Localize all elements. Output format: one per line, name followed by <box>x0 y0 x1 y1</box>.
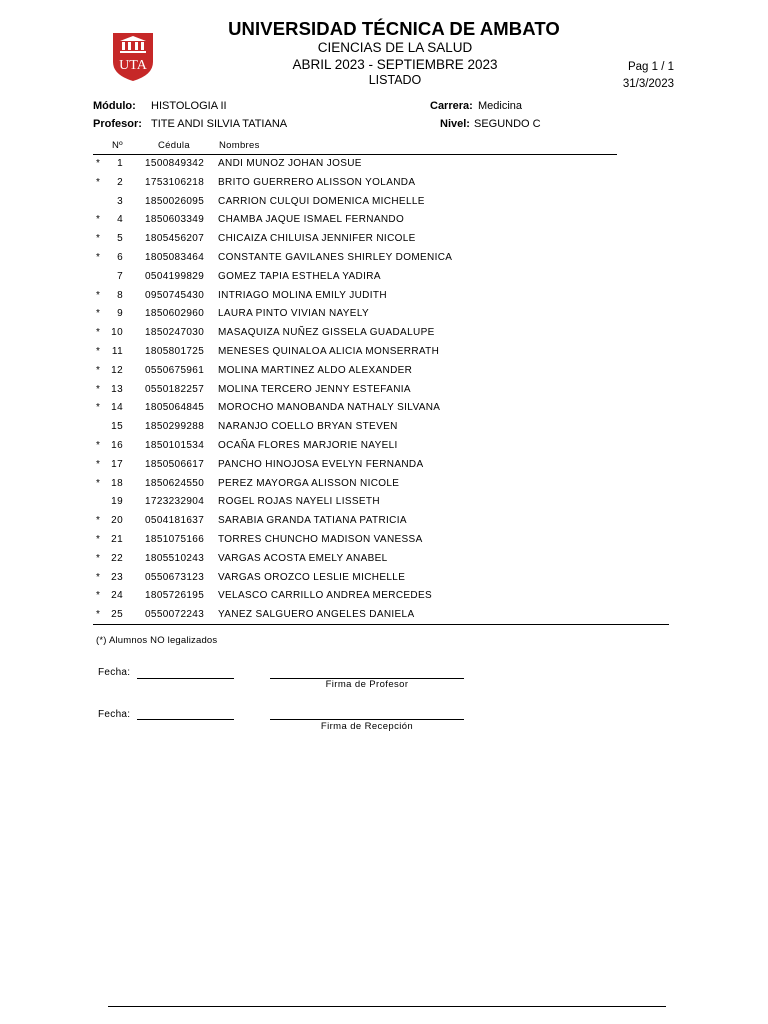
student-number: 21 <box>111 533 123 545</box>
student-name: SARABIA GRANDA TATIANA PATRICIA <box>218 515 407 527</box>
student-cedula: 0504199829 <box>145 270 205 282</box>
student-name: CARRION CULQUI DOMENICA MICHELLE <box>218 195 425 207</box>
student-cedula: 1723232904 <box>145 496 205 508</box>
student-name: CONSTANTE GAVILANES SHIRLEY DOMENICA <box>218 251 453 263</box>
not-legalized-mark: * <box>96 327 101 339</box>
student-cedula: 0504181637 <box>145 515 205 527</box>
table-row <box>0 381 768 400</box>
table-row <box>0 475 768 494</box>
not-legalized-mark: * <box>96 515 101 527</box>
table-row <box>0 305 768 324</box>
page-footer-rule <box>108 1006 666 1007</box>
document-date: 31/3/2023 <box>622 78 674 90</box>
not-legalized-mark: * <box>96 590 101 602</box>
student-name: ROGEL ROJAS NAYELI LISSETH <box>218 496 380 508</box>
student-name: MOLINA TERCERO JENNY ESTEFANIA <box>218 383 411 395</box>
student-cedula: 1850603349 <box>145 214 205 226</box>
nivel-label: Nivel: <box>440 118 470 130</box>
column-header-num: Nº <box>112 140 123 151</box>
faculty-name: CIENCIAS DE LA SALUD <box>317 40 473 55</box>
table-row <box>0 193 768 212</box>
student-cedula: 1805801725 <box>145 345 205 357</box>
fecha-label-1: Fecha: <box>98 667 131 678</box>
not-legalized-mark: * <box>96 251 101 263</box>
fecha-label-2: Fecha: <box>98 709 131 720</box>
table-row <box>0 437 768 456</box>
student-name: PEREZ MAYORGA ALISSON NICOLE <box>218 477 400 489</box>
student-number: 12 <box>111 364 123 376</box>
table-row <box>0 606 768 625</box>
student-name: PANCHO HINOJOSA EVELYN FERNANDA <box>218 458 424 470</box>
table-row <box>0 249 768 268</box>
fecha-line-1 <box>137 678 234 679</box>
student-cedula: 1805083464 <box>145 251 205 263</box>
table-row <box>0 324 768 343</box>
legend-note: (*) Alumnos NO legalizados <box>96 635 218 646</box>
not-legalized-mark: * <box>96 158 101 169</box>
table-row <box>0 587 768 606</box>
modulo-value: HISTOLOGIA II <box>151 100 227 112</box>
student-cedula: 0550182257 <box>145 383 205 395</box>
profesor-value: TITE ANDI SILVIA TATIANA <box>151 118 288 130</box>
student-number: 22 <box>111 552 123 564</box>
university-name: UNIVERSIDAD TÉCNICA DE AMBATO <box>228 18 560 39</box>
not-legalized-mark: * <box>96 439 101 451</box>
student-name: NARANJO COELLO BRYAN STEVEN <box>218 421 398 433</box>
student-name: TORRES CHUNCHO MADISON VANESSA <box>218 533 423 545</box>
student-name: MOROCHO MANOBANDA NATHALY SILVANA <box>218 402 441 414</box>
table-row <box>0 531 768 550</box>
page-number: Pag 1 / 1 <box>627 61 674 73</box>
table-row <box>0 343 768 362</box>
table-row <box>0 456 768 475</box>
student-number: 15 <box>111 421 123 433</box>
student-cedula: 0550673123 <box>145 571 205 583</box>
student-cedula: 1851075166 <box>145 533 205 545</box>
not-legalized-mark: * <box>96 214 101 226</box>
profesor-label: Profesor: <box>93 118 142 130</box>
student-number: 17 <box>111 458 123 470</box>
table-row <box>0 362 768 381</box>
table-row <box>0 174 768 193</box>
table-bottom-rule <box>93 624 669 625</box>
student-number: 8 <box>117 289 123 301</box>
firma-recepcion-label: Firma de Recepción <box>320 721 414 732</box>
student-cedula: 0550675961 <box>145 364 205 376</box>
student-cedula: 0950745430 <box>145 289 205 301</box>
table-row <box>0 512 768 531</box>
student-name: YANEZ SALGUERO ANGELES DANIELA <box>218 609 415 621</box>
not-legalized-mark: * <box>96 571 101 583</box>
table-row <box>0 287 768 306</box>
student-name: LAURA PINTO VIVIAN NAYELY <box>218 308 370 320</box>
student-name: ANDI MUNOZ JOHAN JOSUE <box>218 158 362 169</box>
academic-period: ABRIL 2023 - SEPTIEMBRE 2023 <box>292 57 498 72</box>
student-number: 10 <box>111 327 123 339</box>
student-name: BRITO GUERRERO ALISSON YOLANDA <box>218 176 416 188</box>
not-legalized-mark: * <box>96 533 101 545</box>
student-cedula: 1850602960 <box>145 308 205 320</box>
student-name: OCAÑA FLORES MARJORIE NAYELI <box>218 439 398 451</box>
student-name: INTRIAGO MOLINA EMILY JUDITH <box>218 289 387 301</box>
not-legalized-mark: * <box>96 233 101 245</box>
student-name: VARGAS ACOSTA EMELY ANABEL <box>218 552 388 564</box>
document-type: LISTADO <box>368 73 422 87</box>
table-row <box>0 493 768 512</box>
not-legalized-mark: * <box>96 458 101 470</box>
student-number: 20 <box>111 515 123 527</box>
student-number: 13 <box>111 383 123 395</box>
student-cedula: 1753106218 <box>145 176 205 188</box>
student-cedula: 0550072243 <box>145 609 205 621</box>
student-name: MENESES QUINALOA ALICIA MONSERRATH <box>218 345 440 357</box>
student-number: 7 <box>117 270 123 282</box>
table-row <box>0 418 768 437</box>
table-row <box>0 230 768 249</box>
fecha-line-2 <box>137 719 234 720</box>
student-name: VARGAS OROZCO LESLIE MICHELLE <box>218 571 406 583</box>
student-cedula: 1805510243 <box>145 552 205 564</box>
student-name: CHAMBA JAQUE ISMAEL FERNANDO <box>218 214 405 226</box>
student-cedula: 1805726195 <box>145 590 205 602</box>
student-cedula: 1850506617 <box>145 458 205 470</box>
student-name: CHICAIZA CHILUISA JENNIFER NICOLE <box>218 233 416 245</box>
student-number: 1 <box>117 158 123 169</box>
not-legalized-mark: * <box>96 176 101 188</box>
student-number: 11 <box>111 345 123 357</box>
carrera-value: Medicina <box>478 100 523 112</box>
firma-profesor-label: Firma de Profesor <box>325 679 409 690</box>
student-cedula: 1805064845 <box>145 402 205 414</box>
student-number: 23 <box>111 571 123 583</box>
logo-text: UTA <box>119 58 147 73</box>
student-cedula: 1850247030 <box>145 327 205 339</box>
column-header-cedula: Cédula <box>158 140 190 151</box>
student-number: 9 <box>117 308 123 320</box>
student-name: GOMEZ TAPIA ESTHELA YADIRA <box>218 270 381 282</box>
student-cedula: 1805456207 <box>145 233 205 245</box>
student-number: 18 <box>111 477 123 489</box>
not-legalized-mark: * <box>96 345 101 357</box>
not-legalized-mark: * <box>96 609 101 621</box>
student-cedula: 1500849342 <box>145 158 205 169</box>
student-number: 2 <box>117 176 123 188</box>
nivel-value: SEGUNDO C <box>474 118 541 130</box>
firma-recepcion-line <box>270 719 464 720</box>
student-name: MASAQUIZA NUÑEZ GISSELA GUADALUPE <box>218 327 435 339</box>
student-number: 4 <box>117 214 123 226</box>
student-number: 24 <box>111 590 123 602</box>
student-number: 16 <box>111 439 123 451</box>
student-cedula: 1850624550 <box>145 477 205 489</box>
not-legalized-mark: * <box>96 383 101 395</box>
student-cedula: 1850101534 <box>145 439 205 451</box>
carrera-label: Carrera: <box>430 100 473 112</box>
student-name: VELASCO CARRILLO ANDREA MERCEDES <box>218 590 433 602</box>
student-list <box>0 155 768 625</box>
column-header-nombres: Nombres <box>219 140 260 151</box>
not-legalized-mark: * <box>96 402 101 414</box>
table-row <box>0 569 768 588</box>
table-row <box>0 550 768 569</box>
not-legalized-mark: * <box>96 477 101 489</box>
student-number: 14 <box>111 402 123 414</box>
not-legalized-mark: * <box>96 552 101 564</box>
not-legalized-mark: * <box>96 289 101 301</box>
student-number: 19 <box>111 496 123 508</box>
student-number: 5 <box>117 233 123 245</box>
table-row <box>0 211 768 230</box>
student-number: 25 <box>111 609 123 621</box>
student-name: MOLINA MARTINEZ ALDO ALEXANDER <box>218 364 413 376</box>
table-row <box>0 399 768 418</box>
not-legalized-mark: * <box>96 364 101 376</box>
student-number: 6 <box>117 251 123 263</box>
student-cedula: 1850299288 <box>145 421 205 433</box>
table-row <box>0 268 768 287</box>
modulo-label: Módulo: <box>93 100 136 112</box>
not-legalized-mark: * <box>96 308 101 320</box>
student-number: 3 <box>117 195 123 207</box>
student-cedula: 1850026095 <box>145 195 205 207</box>
table-row <box>0 155 768 174</box>
